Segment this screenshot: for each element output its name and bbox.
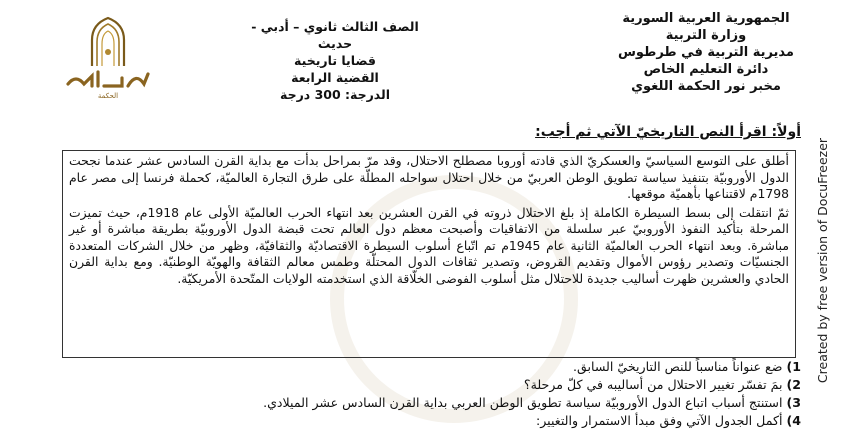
question-item	[101, 394, 801, 412]
course-score	[250, 86, 420, 103]
header-ministry: وزارة التربية	[665, 28, 747, 43]
question-number: 1)	[786, 359, 801, 374]
logo-text: الحكمة	[97, 92, 119, 100]
question-item	[101, 412, 801, 430]
institution-header	[591, 10, 821, 95]
question-number: 3)	[786, 395, 801, 410]
question-item	[101, 376, 801, 394]
watermark-text: Created by free version of DocuFreezer	[815, 137, 831, 383]
header-lab: مخبر نور الحكمة اللغوي	[631, 79, 781, 94]
course-header	[250, 18, 420, 103]
header-country: الجمهورية العربية السورية	[622, 11, 790, 26]
question-text: استنتج أسباب اتباع الدول الأوروبيّة سياسة تطويق الوطن العربي بداية القرن السادس عشر الميلادي.	[263, 395, 783, 410]
question-item	[101, 358, 801, 376]
logo-emblem-icon	[62, 14, 154, 100]
question-number: 4)	[786, 413, 801, 428]
passage-paragraph-1: أطلق على التوسع السياسيّ والعسكريّ الذي قادته أوروبا مصطلح الاحتلال، وقد مرّ بمراحل بدأت مع بداية القرن السادس عشر عندما نجحت الدول الأوروبيّة بتنفيذ سياسة تطويق الوطن العربيّ من خلال احتلال سواحله المطلّة على طرق التجارة العالميّة، كحملة فرنسا إلى مصر عام 1798م لاقتناعها بأهميّة موقعها.	[69, 153, 789, 201]
score-label: الدرجة:	[345, 87, 390, 102]
docufreezer-watermark	[808, 95, 838, 425]
course-subject: قضايا تاريخية	[294, 53, 376, 68]
question-text: أكمل الجدول الآتي وفق مبدأ الاستمرار والتغيير:	[535, 413, 783, 428]
course-grade-level: الصف الثالث ثانوي – أدبي - حديث	[251, 19, 419, 51]
question-text: بمَ تفسّر تغيير الاحتلال من أساليبه في كلّ مرحلة؟	[523, 377, 783, 392]
header-directorate: مديرية التربية في طرطوس	[617, 45, 794, 60]
score-value: 300 درجة	[280, 87, 341, 102]
section-title: أولاً: اقرأ النص التاريخيّ الآتي ثم أجب:	[535, 124, 801, 140]
course-unit: القضية الرابعة	[291, 70, 379, 85]
historical-passage-box	[62, 150, 796, 358]
question-number: 2)	[786, 377, 801, 392]
passage-paragraph-2: ثمّ انتقلت إلى بسط السيطرة الكاملة إذ بلغ الاحتلال ذروته في القرن العشرين بعد انتهاء الحرب العالميّة الأولى عام 1918م، حيث تميزت المرحلة بتأكيد النفوذ الأوروبيّ عبر سلسلة من الاتفاقيات وأصبحت معظم دول العالم تحت قبضة الدول الأوروبيّة بطريقة مباشرة أو غير مباشرة. وبعد انتهاء الحرب العالميّة الثانية عام 1945م تم اتّباع أسلوب السيطرة الاقتصاديّة والثقافيّة، وظهر من خلال الشركات المتعددة الجنسيّات وتصدير رؤوس الأموال وتقديم القروض، وتصدير ثقافات الدول المحتلّة وطمس معالم الثقافة والهويّة الوطنيّة. ومع بداية القرن الحادي والعشرين ظهرت أساليب جديدة للاحتلال مثل أسلوب الفوضى الخلّاقة الذي استخدمته الولايات المتّحدة الأمريكيّة.	[69, 204, 790, 286]
question-text: ضع عنواناً مناسباً للنص التاريخيّ السابق.	[572, 359, 783, 374]
alhikma-logo	[62, 14, 154, 100]
questions-list	[101, 358, 801, 430]
header-department: دائرة التعليم الخاص	[643, 62, 769, 77]
